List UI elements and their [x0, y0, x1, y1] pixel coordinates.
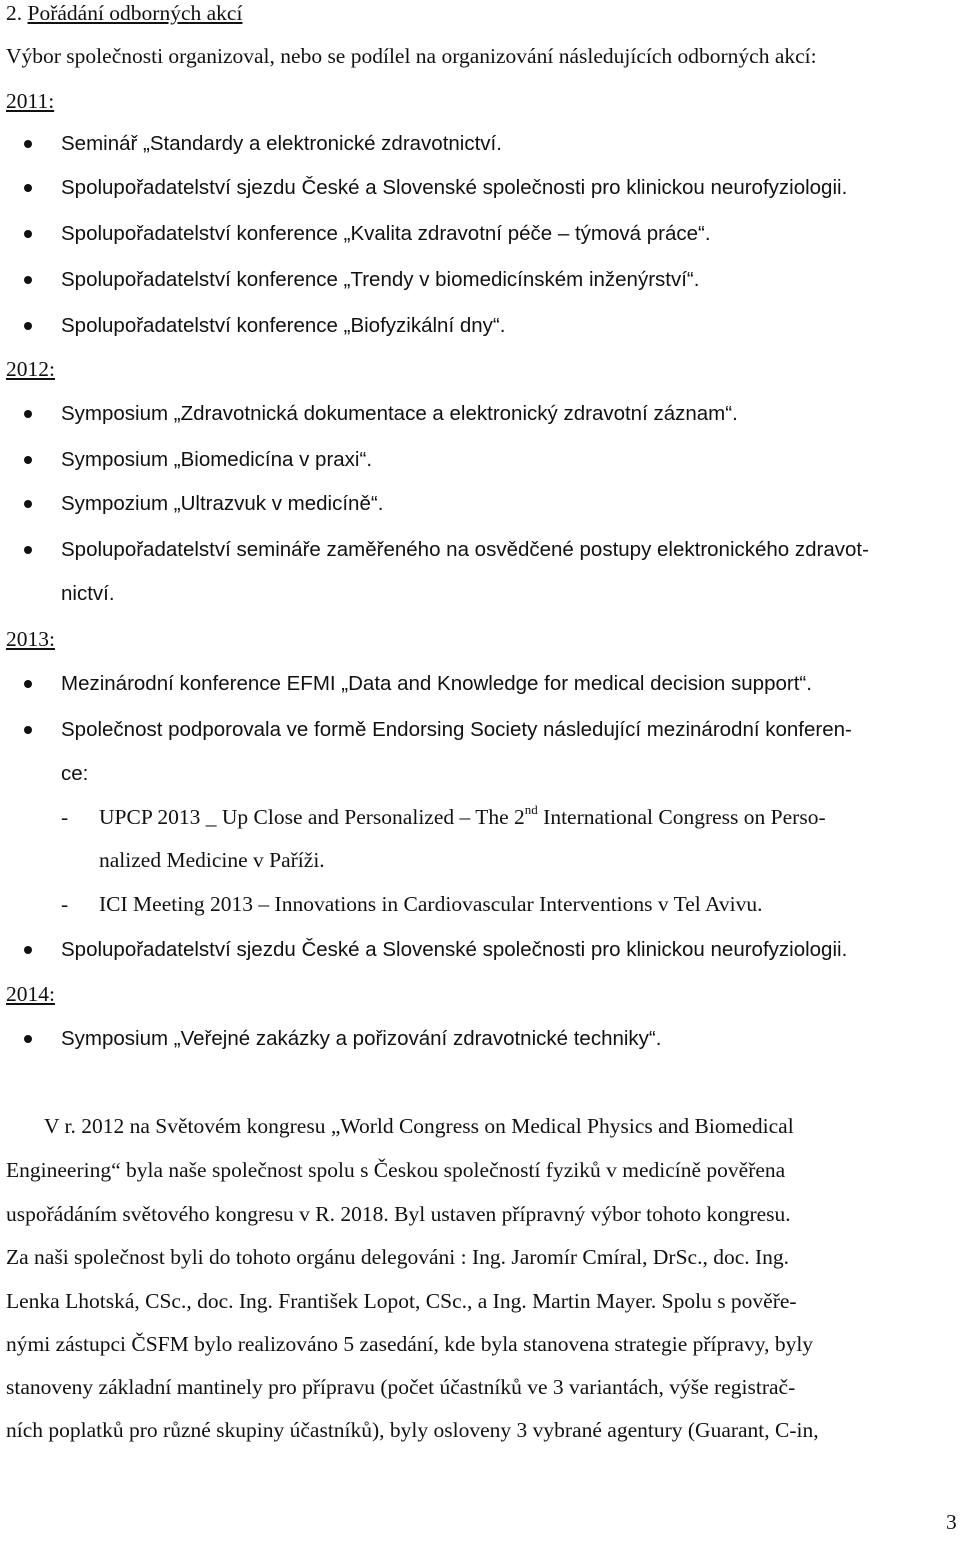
list-item-continuation: nictví. [61, 582, 115, 605]
bullet-icon [24, 546, 32, 554]
paragraph-line: Za naši společnost byli do tohoto orgánu delegováni : Ing. Jaromír Cmíral, DrSc., doc. Ing. [6, 1245, 790, 1269]
upcp-prefix: UPCP 2013 _ Up Close and Personalized – The 2 [99, 805, 525, 829]
bullet-icon [24, 410, 32, 418]
list-item: Symposium „Zdravotnická dokumentace a elektronický zdravotní záznam“. [61, 402, 738, 425]
sub-list-item-continuation: nalized Medicine v Paříži. [99, 848, 325, 872]
year-label-2014: 2014: [6, 982, 55, 1006]
year-label-2013: 2013: [6, 627, 55, 651]
list-item: Seminář „Standardy a elektronické zdravotnictví. [61, 132, 502, 155]
sub-list-item-upcp [99, 804, 826, 830]
bullet-icon [24, 140, 32, 148]
list-item: Symposium „Biomedicína v praxi“. [61, 448, 373, 471]
bullet-icon [24, 456, 32, 464]
list-item: Spolupořadatelství konference „Trendy v biomedicínském inženýrství“. [61, 268, 700, 291]
paragraph-line: Engineering“ byla naše společnost spolu s Českou společností fyziků v medicíně pověřena [6, 1158, 786, 1182]
section-title: Pořádání odborných akcí [27, 1, 243, 25]
sub-list-item-ici: ICI Meeting 2013 – Innovations in Cardiovascular Interventions v Tel Avivu. [99, 892, 763, 916]
bullet-icon [24, 680, 32, 688]
list-item: Sympozium „Ultrazvuk v medicíně“. [61, 492, 384, 515]
bullet-icon [24, 322, 32, 330]
paragraph-line: V r. 2012 na Světovém kongresu „World Congress on Medical Physics and Biomedical [44, 1114, 794, 1138]
year-label-2011: 2011: [6, 89, 55, 113]
section-number: 2. [6, 1, 23, 25]
bullet-icon [24, 946, 32, 954]
list-item: Spolupořadatelství semináře zaměřeného na osvědčené postupy elektronického zdravot- [61, 538, 869, 561]
list-item: Společnost podporovala ve formě Endorsing Society následující mezinárodní konferen- [61, 718, 852, 741]
dash-marker: - [61, 892, 69, 916]
paragraph-line: uspořádáním světového kongresu v R. 2018. Byl ustaven přípravný výbor tohoto kongresu. [6, 1202, 791, 1226]
bullet-icon [24, 276, 32, 284]
dash-marker: - [61, 805, 69, 829]
list-item: Spolupořadatelství sjezdu České a Slovenské společnosti pro klinickou neurofyziologii. [61, 938, 848, 961]
list-item-continuation: ce: [61, 762, 89, 785]
paragraph-line: Lenka Lhotská, CSc., doc. Ing. František Lopot, CSc., a Ing. Martin Mayer. Spolu s pověře- [6, 1289, 797, 1313]
upcp-superscript: nd [524, 802, 538, 817]
list-item: Spolupořadatelství konference „Kvalita zdravotní péče – týmová práce“. [61, 222, 711, 245]
bullet-icon [24, 230, 32, 238]
list-item: Symposium „Veřejné zakázky a pořizování zdravotnické techniky“. [61, 1027, 662, 1050]
paragraph-line: ních poplatků pro různé skupiny účastníků), byly osloveny 3 vybrané agentury (Guarant, C-in, [6, 1418, 819, 1442]
bullet-icon [24, 500, 32, 508]
paragraph-line: nými zástupci ČSFM bylo realizováno 5 zasedání, kde byla stanovena strategie přípravy, byly [6, 1332, 814, 1356]
year-label-2012: 2012: [6, 357, 55, 381]
bullet-icon [24, 184, 32, 192]
list-item: Spolupořadatelství konference „Biofyzikální dny“. [61, 314, 506, 337]
section-intro: Výbor společnosti organizoval, nebo se podílel na organizování následujících odborných akcí: [6, 44, 817, 68]
bullet-icon [24, 1035, 32, 1043]
paragraph-line: stanoveny základní mantinely pro přípravu (počet účastníků ve 3 variantách, výše registrač- [6, 1375, 796, 1399]
upcp-suffix: International Congress on Perso- [543, 805, 826, 829]
section-heading [6, 0, 242, 26]
page-number: 3 [946, 1510, 957, 1534]
list-item: Spolupořadatelství sjezdu České a Slovenské společnosti pro klinickou neurofyziologii. [61, 176, 848, 199]
bullet-icon [24, 726, 32, 734]
list-item: Mezinárodní konference EFMI „Data and Knowledge for medical decision support“. [61, 672, 812, 695]
